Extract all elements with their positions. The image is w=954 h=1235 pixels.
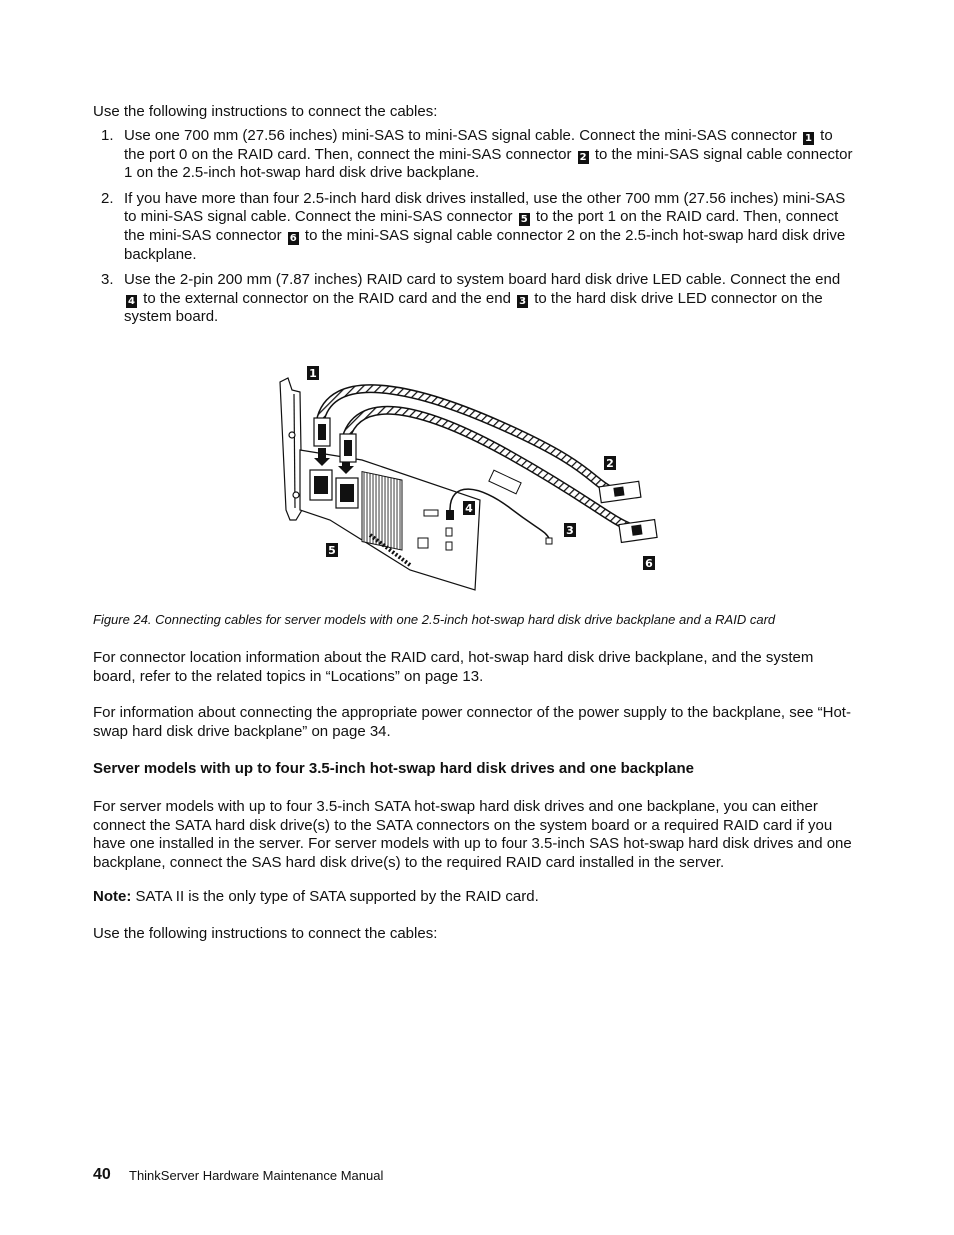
callout-5 — [326, 543, 338, 557]
note — [93, 888, 853, 907]
step-text: to the mini-SAS signal cable connector 2 on the 2.5-inch hot-swap hard disk drive backplane. — [124, 226, 846, 263]
step-number: 1. — [101, 127, 114, 144]
sas-port-0 — [310, 470, 332, 500]
step-number: 3. — [101, 271, 114, 289]
sas-port-1 — [336, 478, 358, 508]
pci-bracket — [280, 378, 302, 520]
step-number: 2. — [101, 189, 114, 207]
callout-badge: 5 — [519, 213, 530, 226]
step-text: Use one 700 mm (27.56 inches) mini-SAS to mini-SAS signal cable. Connect the mini-SAS connector — [124, 127, 797, 144]
paragraph-sata-sas: For server models with up to four 3.5-inch SATA hot-swap hard disk drives and one backplane, you can either connect the SATA hard disk drive(s) to the SATA connectors on the system board or a required RAID card if you have one installed in the server. For server models with up to four 3.5-inch SAS hot-swap hard disk drives and one backplane, connect the SAS hard disk drive(s) to the required RAID card installed in the server. — [93, 798, 852, 871]
callout-3 — [564, 523, 576, 537]
step-text: to the port 0 on the RAID card. Then, connect the mini-SAS connector — [124, 127, 833, 163]
step-text: If you have more than four 2.5-inch hard disk drives installed, use the other 700 mm (27.56 inches) mini-SAS to mini-SAS signal cable. Connect the mini-SAS connector — [124, 189, 846, 226]
callout-badge: 3 — [517, 295, 528, 308]
step-1 — [93, 127, 853, 183]
step-text: to the port 1 on the RAID card. Then, connect the mini-SAS connector — [124, 208, 839, 244]
step-text: to the hard disk drive LED connector on the system board. — [124, 289, 823, 326]
callout-badge: 4 — [126, 295, 137, 308]
callout-2 — [604, 456, 616, 470]
step-2 — [93, 190, 853, 264]
callout-1 — [307, 366, 319, 380]
svg-text:1: 1 — [309, 367, 317, 380]
figure-caption: Figure 24. Connecting cables for server models with one 2.5-inch hot-swap hard disk drive backplane and a RAID card — [93, 612, 776, 627]
section-heading: Server models with up to four 3.5-inch hot-swap hard disk drives and one backplane — [93, 760, 694, 777]
step-3 — [93, 271, 853, 327]
svg-text:3: 3 — [566, 524, 574, 537]
svg-text:6: 6 — [645, 557, 653, 570]
step-text: to the external connector on the RAID card and the end — [143, 289, 511, 307]
svg-text:2: 2 — [606, 457, 614, 470]
note-text: SATA II is the only type of SATA supported by the RAID card. — [135, 888, 539, 905]
cable-label — [489, 470, 521, 494]
step-text: to the mini-SAS signal cable connector 1 on the 2.5-inch hot-swap hard disk drive backplane. — [124, 145, 853, 182]
paragraph-locations: For connector location information about the RAID card, hot-swap hard disk drive backplane, and the system board, refer to the related topics in “Locations” on page 13. — [93, 649, 814, 685]
callout-4 — [463, 501, 475, 515]
note-label: Note: — [93, 888, 132, 905]
svg-text:5: 5 — [328, 544, 336, 557]
svg-text:4: 4 — [465, 502, 473, 515]
callout-badge: 2 — [578, 151, 589, 164]
step-text: Use the 2-pin 200 mm (7.87 inches) RAID card to system board hard disk drive LED cable. Connect the end — [124, 271, 841, 289]
callout-badge: 1 — [803, 132, 814, 145]
outro-text: Use the following instructions to connect the cables: — [93, 925, 438, 942]
paragraph-power: For information about connecting the appropriate power connector of the power supply to the backplane, see “Hot-swap hard disk drive backplane” on page 34. — [93, 704, 851, 740]
callout-6 — [643, 556, 655, 570]
steps-list — [93, 127, 853, 334]
manual-title: ThinkServer Hardware Maintenance Manual — [129, 1168, 384, 1183]
intro-text: Use the following instructions to connect the cables: — [93, 103, 438, 120]
page-number: 40 — [93, 1166, 111, 1183]
raid-card-cabling-diagram — [270, 360, 670, 595]
callout-badge: 6 — [288, 232, 299, 245]
